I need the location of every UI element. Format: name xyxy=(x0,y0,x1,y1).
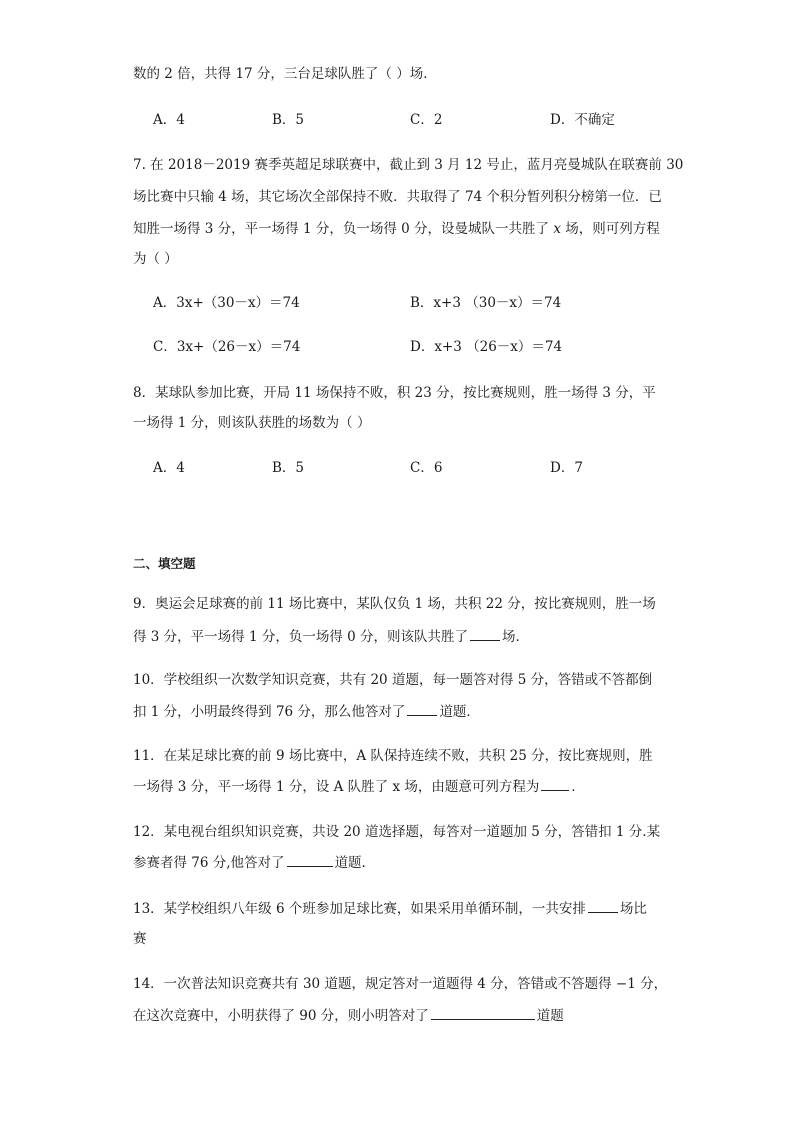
q7-line-2: 场比赛中只输 4 场，其它场次全部保持不败．共取得了 74 个积分暂列积分榜第一位．已 xyxy=(133,189,662,205)
q9-line-1: 9．奥运会足球赛的前 11 场比赛中，某队仅负 1 场，共积 22 分，按比赛规则，胜一场 xyxy=(133,596,656,612)
q11-line-2 xyxy=(133,776,585,797)
q7-option-b: B．x+3 （30－x）＝74 xyxy=(410,295,562,311)
q11-line-1: 11．在某足球比赛的前 9 场比赛中，A 队保持连续不败，共积 25 分，按比赛规则，胜 xyxy=(133,748,653,764)
q12-line-2-suffix: 道题. xyxy=(334,855,366,871)
q8-line-1: 8．某球队参加比赛，开局 11 场保持不败，积 23 分，按比赛规则，胜一场得 3 分，平 xyxy=(133,385,656,401)
q12-answer-blank[interactable] xyxy=(287,852,333,867)
q9-line-2-text: 得 3 分，平一场得 1 分，负一场得 0 分，则该队共胜了 xyxy=(133,629,469,645)
q6-option-a: A．4 xyxy=(153,112,185,128)
q9-line-2 xyxy=(133,626,529,647)
q6-text: 数的 2 倍，共得 17 分，三台足球队胜了（ ）场． xyxy=(133,66,437,82)
q13-line-1-text: 13．某学校组织八年级 6 个班参加足球比赛，如果采用单循环制，一共安排 xyxy=(133,901,586,917)
q10-line-2 xyxy=(133,701,480,722)
q7-line-4: 为（ ） xyxy=(133,251,178,267)
q13-line-1 xyxy=(133,898,647,919)
q12-line-2 xyxy=(133,852,366,873)
q14-line-2-suffix: 道题 xyxy=(536,1008,564,1024)
q13-line-1-suffix: 场比 xyxy=(619,901,647,917)
q11-answer-blank[interactable] xyxy=(541,776,569,791)
q7-line-3-part-b: 场，则可列方程 xyxy=(560,221,660,237)
q6-option-c: C．2 xyxy=(410,112,443,128)
q14-line-2 xyxy=(133,1005,564,1026)
q9-line-2-suffix: 场． xyxy=(502,629,530,645)
q7-line-1: 7. 在 2018－2019 赛季英超足球联赛中，截止到 3 月 12 号止，蓝月亮曼城队在联赛前 30 xyxy=(133,157,684,173)
q7-option-d: D．x+3 （26－x）＝74 xyxy=(410,339,563,355)
section-heading-fill-in: 二、填空题 xyxy=(133,556,196,571)
q8-option-a: A．4 xyxy=(153,460,185,476)
q9-answer-blank[interactable] xyxy=(470,626,500,641)
q12-line-1: 12．某电视台组织知识竞赛，共设 20 道选择题，每答对一道题加 5 分，答错扣 1 分.某 xyxy=(133,824,661,840)
q14-line-2-text: 在这次竞赛中，小明获得了 90 分，则小明答对了 xyxy=(133,1008,429,1024)
q12-line-2-text: 参赛者得 76 分,他答对了 xyxy=(133,855,285,871)
q10-line-1: 10．学校组织一次数学知识竞赛，共有 20 道题，每一题答对得 5 分，答错或不答都倒 xyxy=(133,672,653,688)
q7-option-c: C．3x+（26－x）＝74 xyxy=(153,339,301,355)
q10-line-2-text: 扣 1 分，小明最终得到 76 分，那么他答对了 xyxy=(133,704,406,720)
q8-option-b: B．5 xyxy=(272,460,305,476)
q14-answer-blank[interactable] xyxy=(431,1005,535,1020)
q11-line-2-suffix: ． xyxy=(571,779,585,795)
q10-line-2-suffix: 道题． xyxy=(439,704,480,720)
q14-line-1: 14．一次普法知识竞赛共有 30 道题，规定答对一道题得 4 分，答错或不答题得 −1 分， xyxy=(133,976,668,992)
q6-option-b: B．5 xyxy=(272,112,305,128)
q10-answer-blank[interactable] xyxy=(407,701,437,716)
q13-answer-blank[interactable] xyxy=(588,898,618,913)
q13-line-2: 赛 xyxy=(133,931,147,947)
q6-option-d: D．不确定 xyxy=(550,112,615,128)
q8-option-d: D．7 xyxy=(550,460,583,476)
q7-line-3-part-a: 知胜一场得 3 分，平一场得 1 分，负一场得 0 分，设曼城队一共胜了 xyxy=(133,221,554,237)
q7-variable-x: x xyxy=(553,221,561,237)
q7-option-a: A．3x+（30－x）＝74 xyxy=(153,295,300,311)
q8-line-2: 一场得 1 分，则该队获胜的场数为（ ） xyxy=(133,415,371,431)
q8-option-c: C．6 xyxy=(410,460,443,476)
q7-line-3 xyxy=(133,219,660,239)
q11-line-2-text: 一场得 3 分，平一场得 1 分，设 A 队胜了 x 场，由题意可列方程为 xyxy=(133,779,540,795)
